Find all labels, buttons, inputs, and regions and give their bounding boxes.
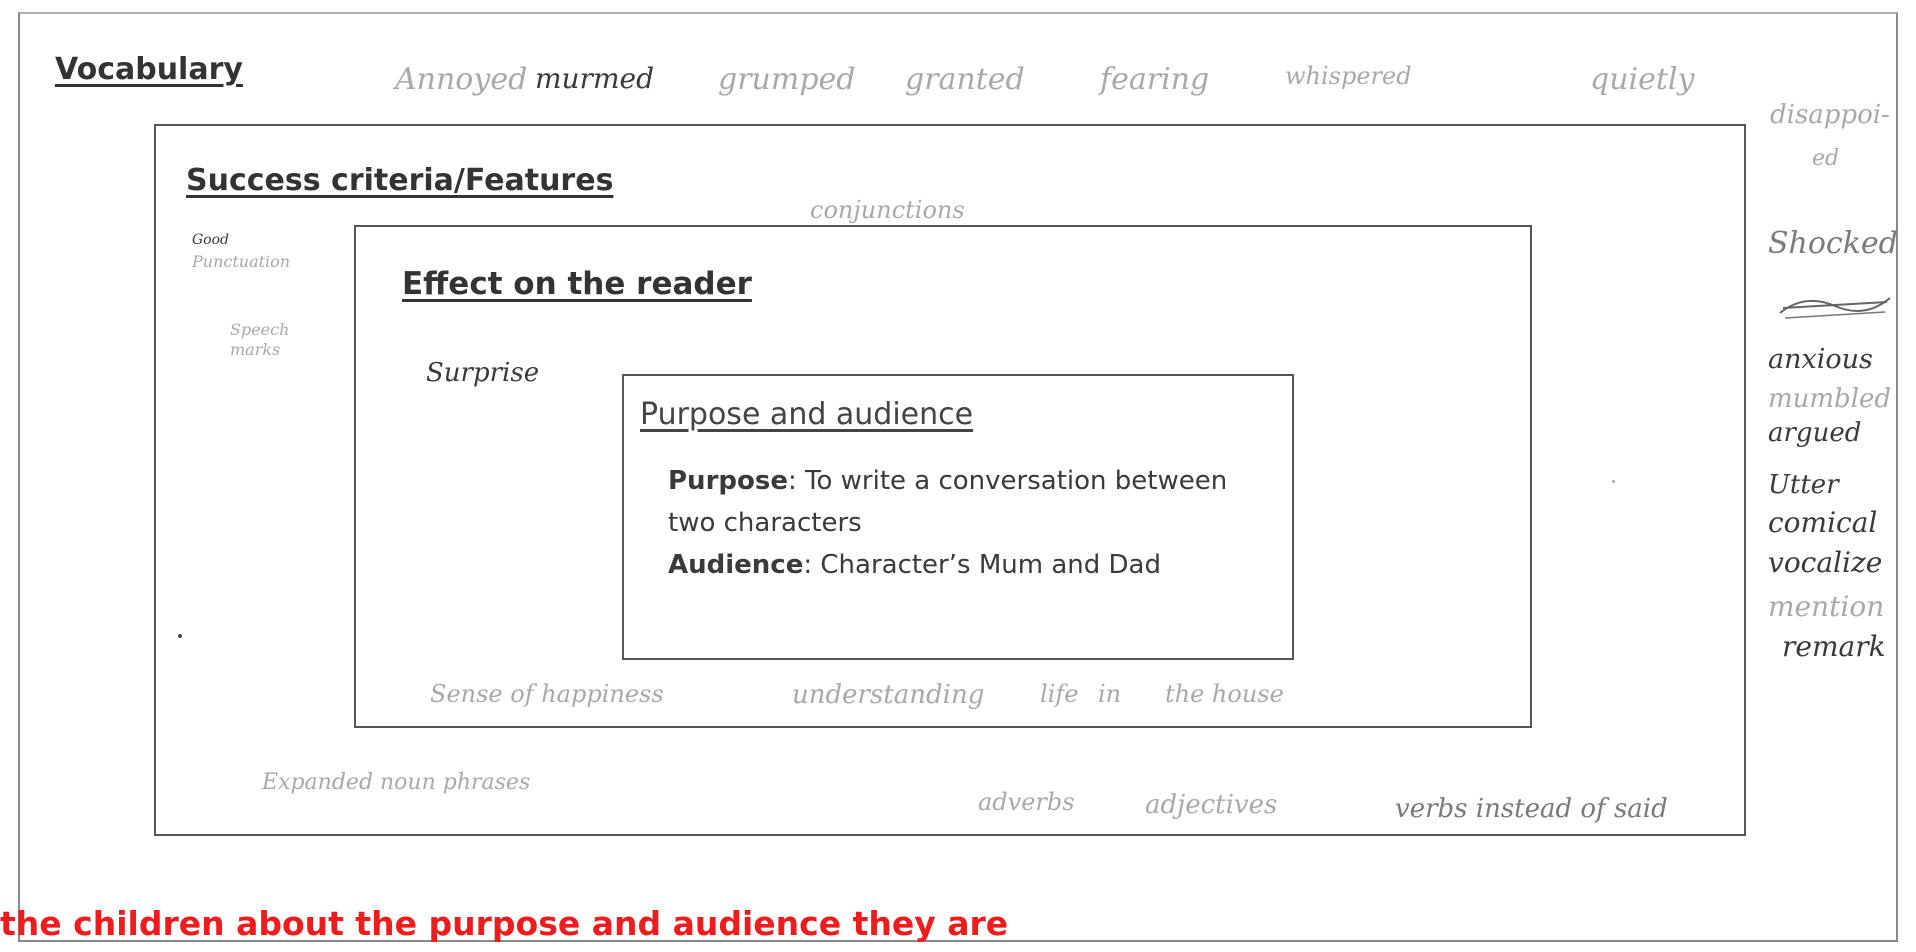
success-note: Speech (230, 320, 290, 339)
audience-line (668, 544, 1268, 586)
audience-text: : Character’s Mum and Dad (803, 550, 1161, 580)
vocab-word: murmed (535, 62, 655, 95)
effect-note: in (1098, 680, 1122, 708)
purpose-label: Purpose (668, 466, 788, 496)
purpose-line (668, 460, 1268, 544)
effect-note: Sense of happiness (430, 680, 664, 708)
mark-dot (178, 634, 182, 638)
mark-dot (1612, 480, 1615, 483)
effect-note: understanding (792, 680, 985, 710)
margin-word: anxious (1768, 344, 1873, 375)
success-note: verbs instead of said (1395, 794, 1668, 824)
effect-note: life (1040, 680, 1079, 708)
success-note: conjunctions (810, 196, 965, 224)
margin-word: ed (1812, 146, 1840, 171)
margin-word: disappoi- (1770, 100, 1890, 130)
vocab-word: whispered (1285, 62, 1412, 90)
success-note: adverbs (978, 788, 1075, 816)
margin-word: Utter (1768, 470, 1839, 500)
margin-word: argued (1768, 418, 1862, 448)
purpose-audience-heading: Purpose and audience (640, 397, 974, 432)
crossed-out-scribble (1775, 288, 1895, 322)
purpose-audience-text (668, 460, 1268, 586)
margin-word: Shocked (1768, 226, 1898, 261)
success-note: Punctuation (192, 252, 291, 271)
margin-word: mention (1768, 590, 1885, 623)
purpose-text: : To write a conversation between two characters (668, 466, 1228, 538)
effect-on-reader-heading: Effect on the reader (402, 266, 752, 302)
effect-note: the house (1165, 680, 1284, 708)
vocab-word: Annoyed (395, 62, 528, 97)
margin-word: vocalize (1768, 546, 1883, 579)
margin-word: remark (1782, 630, 1886, 663)
margin-word: comical (1768, 506, 1878, 539)
caption-text: the children about the purpose and audience they are (0, 904, 1009, 943)
audience-label: Audience (668, 550, 804, 580)
success-criteria-heading: Success criteria/Features (186, 163, 614, 198)
vocab-word: grumped (718, 62, 856, 97)
success-note: marks (230, 340, 281, 359)
margin-word: mumbled (1768, 384, 1892, 414)
vocab-word: granted (905, 62, 1025, 97)
vocab-word: fearing (1100, 62, 1210, 97)
success-note: adjectives (1145, 790, 1278, 820)
success-note: Good (192, 232, 230, 248)
effect-note: Surprise (426, 358, 540, 388)
vocabulary-heading: Vocabulary (55, 52, 243, 87)
success-note: Expanded noun phrases (262, 770, 531, 795)
vocab-word: quietly (1590, 62, 1695, 97)
